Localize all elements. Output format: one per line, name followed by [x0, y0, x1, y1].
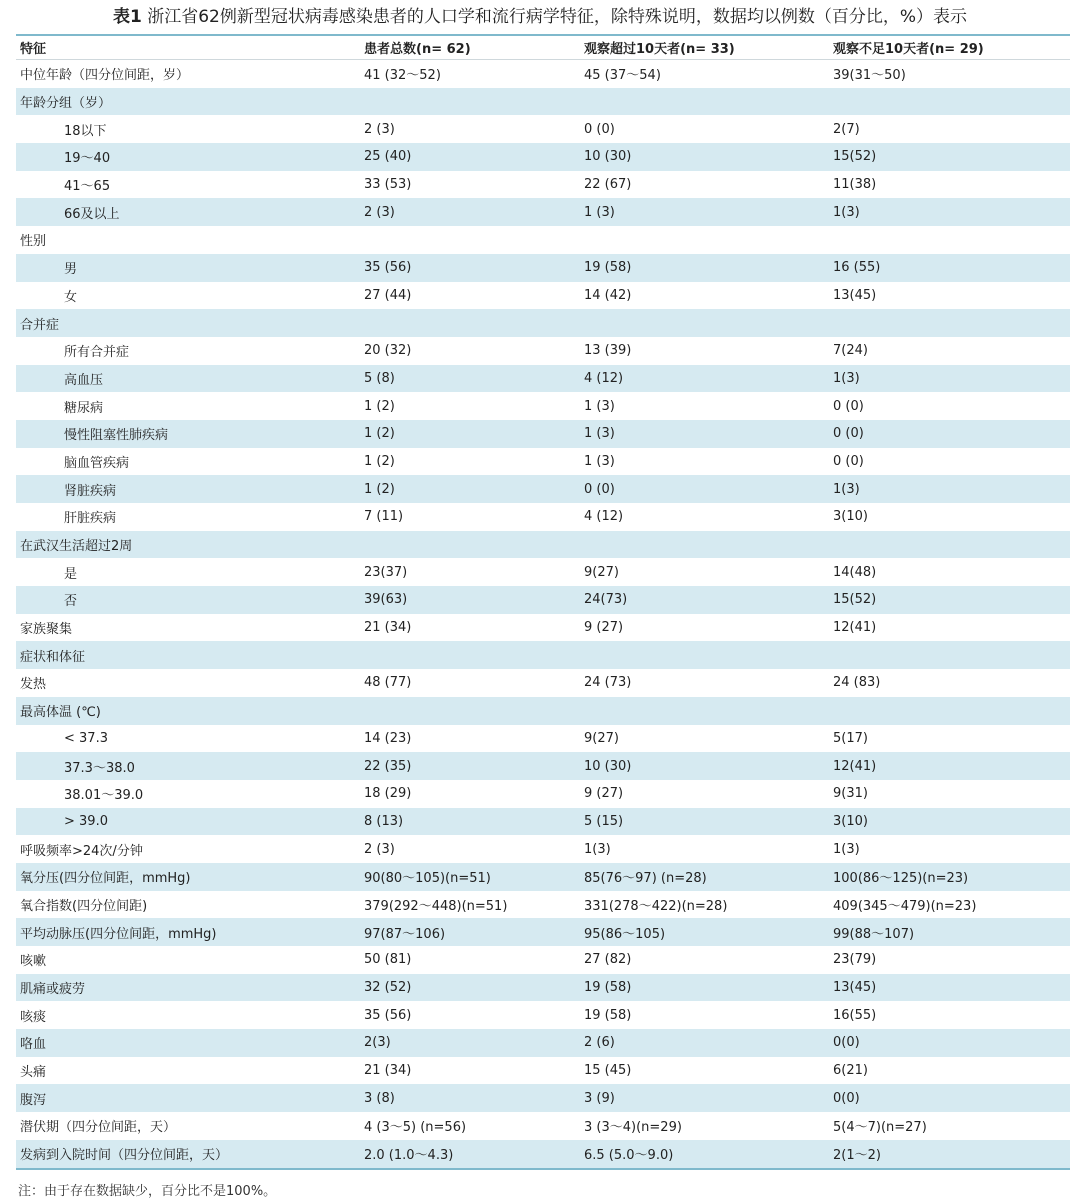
cell-total: 90(80～105)(n=51) — [364, 871, 491, 887]
table-row — [16, 1084, 1070, 1112]
cell-over-10-days: 1 (3) — [584, 204, 615, 220]
cell-total: 20 (32) — [364, 343, 412, 359]
cell-over-10-days: 95(86～105) — [584, 926, 666, 942]
cell-over-10-days: 4 (12) — [584, 509, 624, 525]
table-caption — [0, 4, 1080, 30]
table-row — [16, 392, 1070, 420]
cell-over-10-days: 19 (58) — [584, 980, 632, 996]
cell-total: 41 (32～52) — [364, 68, 441, 84]
cell-over-10-days: 0 (0) — [584, 481, 615, 497]
cell-under-10-days: 9(31) — [833, 786, 868, 802]
cell-total: 14 (23) — [364, 730, 412, 746]
cell-feature: 发热 — [20, 677, 47, 693]
cell-under-10-days: 409(345～479)(n=23) — [833, 898, 977, 914]
cell-feature: 咳嗽 — [20, 954, 47, 970]
cell-under-10-days: 39(31～50) — [833, 68, 906, 84]
table-row — [16, 420, 1070, 448]
cell-total: 379(292～448)(n=51) — [364, 898, 508, 914]
cell-under-10-days: 13(45) — [833, 287, 877, 303]
cell-under-10-days: 16(55) — [833, 1007, 877, 1023]
header-cell-feature: 特征 — [20, 42, 47, 57]
table-row — [16, 891, 1070, 919]
cell-under-10-days: 15(52) — [833, 592, 877, 608]
cell-under-10-days: 100(86～125)(n=23) — [833, 871, 969, 887]
cell-feature: 性别 — [20, 234, 47, 250]
table-row — [16, 697, 1070, 725]
cell-feature: 氧分压(四分位间距，mmHg) — [20, 871, 191, 887]
cell-under-10-days: 6(21) — [833, 1063, 868, 1079]
cell-over-10-days: 1 (3) — [584, 453, 615, 469]
cell-over-10-days: 27 (82) — [584, 952, 632, 968]
table-row — [16, 309, 1070, 337]
cell-over-10-days: 19 (58) — [584, 1007, 632, 1023]
cell-over-10-days: 85(76～97) (n=28) — [584, 871, 707, 887]
cell-under-10-days: 16 (55) — [833, 260, 881, 276]
cell-under-10-days: 12(41) — [833, 758, 877, 774]
cell-feature: 糖尿病 — [64, 400, 104, 416]
cell-over-10-days: 22 (67) — [584, 177, 632, 193]
cell-under-10-days: 11(38) — [833, 177, 877, 193]
cell-total: 97(87～106) — [364, 926, 446, 942]
cell-under-10-days: 0 (0) — [833, 453, 864, 469]
cell-total: 8 (13) — [364, 813, 404, 829]
cell-total: 1 (2) — [364, 398, 395, 414]
header-cell-over-10-days: 观察超过10天者(n= 33) — [584, 42, 735, 57]
cell-total: 2.0 (1.0～4.3) — [364, 1148, 454, 1164]
cell-under-10-days: 3(10) — [833, 813, 868, 829]
cell-total: 18 (29) — [364, 786, 412, 802]
cell-total: 25 (40) — [364, 149, 412, 165]
cell-feature: 37.3～38.0 — [64, 760, 135, 776]
table-row — [16, 475, 1070, 503]
cell-over-10-days: 10 (30) — [584, 758, 632, 774]
cell-over-10-days: 331(278～422)(n=28) — [584, 898, 728, 914]
cell-over-10-days: 1 (3) — [584, 398, 615, 414]
cell-total: 5 (8) — [364, 370, 395, 386]
table-row — [16, 558, 1070, 586]
cell-under-10-days: 7(24) — [833, 343, 868, 359]
cell-over-10-days: 24 (73) — [584, 675, 632, 691]
cell-total: 39(63) — [364, 592, 408, 608]
cell-total: 1 (2) — [364, 481, 395, 497]
cell-over-10-days: 1(3) — [584, 841, 611, 857]
cell-over-10-days: 9 (27) — [584, 786, 624, 802]
cell-feature: 头痛 — [20, 1065, 47, 1081]
table-row — [16, 1057, 1070, 1085]
cell-under-10-days: 23(79) — [833, 952, 877, 968]
cell-feature: 呼吸频率>24次/分钟 — [20, 843, 143, 859]
cell-feature: 高血压 — [64, 372, 104, 388]
cell-feature: 在武汉生活超过2周 — [20, 539, 133, 555]
cell-over-10-days: 4 (12) — [584, 370, 624, 386]
cell-total: 35 (56) — [364, 1007, 412, 1023]
table-row — [16, 946, 1070, 974]
header-cell-under-10-days: 观察不足10天者(n= 29) — [833, 42, 984, 57]
table-row — [16, 60, 1070, 88]
cell-over-10-days: 9(27) — [584, 730, 619, 746]
cell-under-10-days: 99(88～107) — [833, 926, 915, 942]
cell-total: 32 (52) — [364, 980, 412, 996]
cell-total: 1 (2) — [364, 453, 395, 469]
cell-feature: 女 — [64, 289, 78, 305]
cell-feature: 平均动脉压(四分位间距，mmHg) — [20, 926, 217, 942]
cell-under-10-days: 0 (0) — [833, 426, 864, 442]
cell-feature: 脑血管疾病 — [64, 455, 130, 471]
table-row — [16, 1112, 1070, 1140]
table-row — [16, 725, 1070, 753]
cell-under-10-days: 1(3) — [833, 841, 860, 857]
cell-total: 21 (34) — [364, 1063, 412, 1079]
cell-feature: 19～40 — [64, 151, 111, 167]
cell-over-10-days: 1 (3) — [584, 426, 615, 442]
cell-under-10-days: 0(0) — [833, 1090, 860, 1106]
table-row — [16, 586, 1070, 614]
data-table — [16, 34, 1070, 1170]
cell-feature: 38.01～39.0 — [64, 788, 144, 804]
cell-total: 33 (53) — [364, 177, 412, 193]
table-row — [16, 143, 1070, 171]
cell-total: 3 (8) — [364, 1090, 395, 1106]
cell-feature: 潜伏期（四分位间距，天） — [20, 1120, 177, 1136]
cell-feature: < 37.3 — [64, 730, 108, 746]
cell-feature: 所有合并症 — [64, 345, 130, 361]
table-row — [16, 198, 1070, 226]
cell-feature: 是 — [64, 566, 78, 582]
cell-feature: > 39.0 — [64, 813, 108, 829]
cell-under-10-days: 5(4～7)(n=27) — [833, 1120, 927, 1136]
table-row — [16, 614, 1070, 642]
cell-total: 1 (2) — [364, 426, 395, 442]
cell-under-10-days: 2(7) — [833, 121, 860, 137]
table-row — [16, 835, 1070, 863]
cell-over-10-days: 15 (45) — [584, 1063, 632, 1079]
cell-under-10-days: 1(3) — [833, 370, 860, 386]
cell-feature: 年龄分组（岁） — [20, 96, 112, 112]
cell-feature: 咯血 — [20, 1037, 47, 1053]
cell-feature: 否 — [64, 594, 78, 610]
cell-over-10-days: 2 (6) — [584, 1035, 615, 1051]
cell-feature: 咳痰 — [20, 1009, 47, 1025]
cell-feature: 最高体温 (℃) — [20, 705, 101, 721]
cell-under-10-days: 24 (83) — [833, 675, 881, 691]
cell-feature: 氧合指数(四分位间距) — [20, 898, 148, 914]
table-row — [16, 88, 1070, 116]
cell-under-10-days: 2(1～2) — [833, 1148, 881, 1164]
cell-total: 27 (44) — [364, 287, 412, 303]
table-row — [16, 752, 1070, 780]
table-row — [16, 808, 1070, 836]
cell-total: 4 (3～5) (n=56) — [364, 1120, 467, 1136]
table-row — [16, 226, 1070, 254]
table-header-row — [16, 36, 1070, 60]
table-row — [16, 863, 1070, 891]
cell-feature: 家族聚集 — [20, 622, 73, 638]
cell-over-10-days: 3 (3～4)(n=29) — [584, 1120, 682, 1136]
cell-over-10-days: 3 (9) — [584, 1090, 615, 1106]
cell-over-10-days: 24(73) — [584, 592, 628, 608]
cell-over-10-days: 5 (15) — [584, 813, 624, 829]
cell-total: 22 (35) — [364, 758, 412, 774]
cell-feature: 18以下 — [64, 123, 107, 139]
cell-under-10-days: 15(52) — [833, 149, 877, 165]
cell-over-10-days: 19 (58) — [584, 260, 632, 276]
cell-under-10-days: 12(41) — [833, 620, 877, 636]
table-row — [16, 503, 1070, 531]
cell-total: 7 (11) — [364, 509, 404, 525]
cell-under-10-days: 3(10) — [833, 509, 868, 525]
cell-total: 2 (3) — [364, 204, 395, 220]
cell-feature: 腹泻 — [20, 1092, 47, 1108]
cell-under-10-days: 13(45) — [833, 980, 877, 996]
cell-feature: 发病到入院时间（四分位间距，天） — [20, 1148, 229, 1164]
cell-feature: 合并症 — [20, 317, 60, 333]
cell-total: 2 (3) — [364, 121, 395, 137]
cell-over-10-days: 14 (42) — [584, 287, 632, 303]
cell-over-10-days: 9(27) — [584, 564, 619, 580]
table-row — [16, 282, 1070, 310]
cell-feature: 41～65 — [64, 179, 111, 195]
table-row — [16, 1140, 1070, 1168]
cell-under-10-days: 1(3) — [833, 204, 860, 220]
cell-over-10-days: 45 (37～54) — [584, 68, 661, 84]
table-row — [16, 337, 1070, 365]
cell-over-10-days: 13 (39) — [584, 343, 632, 359]
cell-under-10-days: 0 (0) — [833, 398, 864, 414]
cell-under-10-days: 1(3) — [833, 481, 860, 497]
table-row — [16, 254, 1070, 282]
cell-feature: 肝脏疾病 — [64, 511, 117, 527]
table-row — [16, 669, 1070, 697]
cell-total: 23(37) — [364, 564, 408, 580]
cell-total: 21 (34) — [364, 620, 412, 636]
table-row — [16, 365, 1070, 393]
cell-total: 35 (56) — [364, 260, 412, 276]
table-row — [16, 531, 1070, 559]
cell-feature: 肾脏疾病 — [64, 483, 117, 499]
cell-over-10-days: 10 (30) — [584, 149, 632, 165]
table-body — [16, 60, 1070, 1168]
table-row — [16, 918, 1070, 946]
table-row — [16, 1029, 1070, 1057]
cell-feature: 慢性阻塞性肺疾病 — [64, 428, 169, 444]
cell-feature: 66及以上 — [64, 206, 120, 222]
cell-under-10-days: 14(48) — [833, 564, 877, 580]
table-footnote: 注：由于存在数据缺少，百分比不是100%。 — [18, 1184, 277, 1199]
cell-over-10-days: 9 (27) — [584, 620, 624, 636]
table-row — [16, 1001, 1070, 1029]
cell-total: 50 (81) — [364, 952, 412, 968]
header-cell-total: 患者总数(n= 62) — [364, 42, 471, 57]
table-row — [16, 641, 1070, 669]
table-row — [16, 974, 1070, 1002]
cell-under-10-days: 0(0) — [833, 1035, 860, 1051]
cell-feature: 肌痛或疲劳 — [20, 982, 86, 998]
cell-feature: 男 — [64, 262, 78, 278]
table-row — [16, 780, 1070, 808]
caption-text: 浙江省62例新型冠状病毒感染患者的人口学和流行病学特征，除特殊说明，数据均以例数（百分比，%）表示 — [147, 7, 968, 27]
cell-feature: 症状和体征 — [20, 649, 86, 665]
table-row — [16, 115, 1070, 143]
caption-label: 表1 — [112, 7, 142, 27]
cell-total: 48 (77) — [364, 675, 412, 691]
cell-feature: 中位年龄（四分位间距，岁） — [20, 68, 190, 84]
table-row — [16, 448, 1070, 476]
cell-total: 2(3) — [364, 1035, 391, 1051]
table-row — [16, 171, 1070, 199]
cell-over-10-days: 6.5 (5.0～9.0) — [584, 1148, 674, 1164]
cell-total: 2 (3) — [364, 841, 395, 857]
cell-under-10-days: 5(17) — [833, 730, 868, 746]
cell-over-10-days: 0 (0) — [584, 121, 615, 137]
